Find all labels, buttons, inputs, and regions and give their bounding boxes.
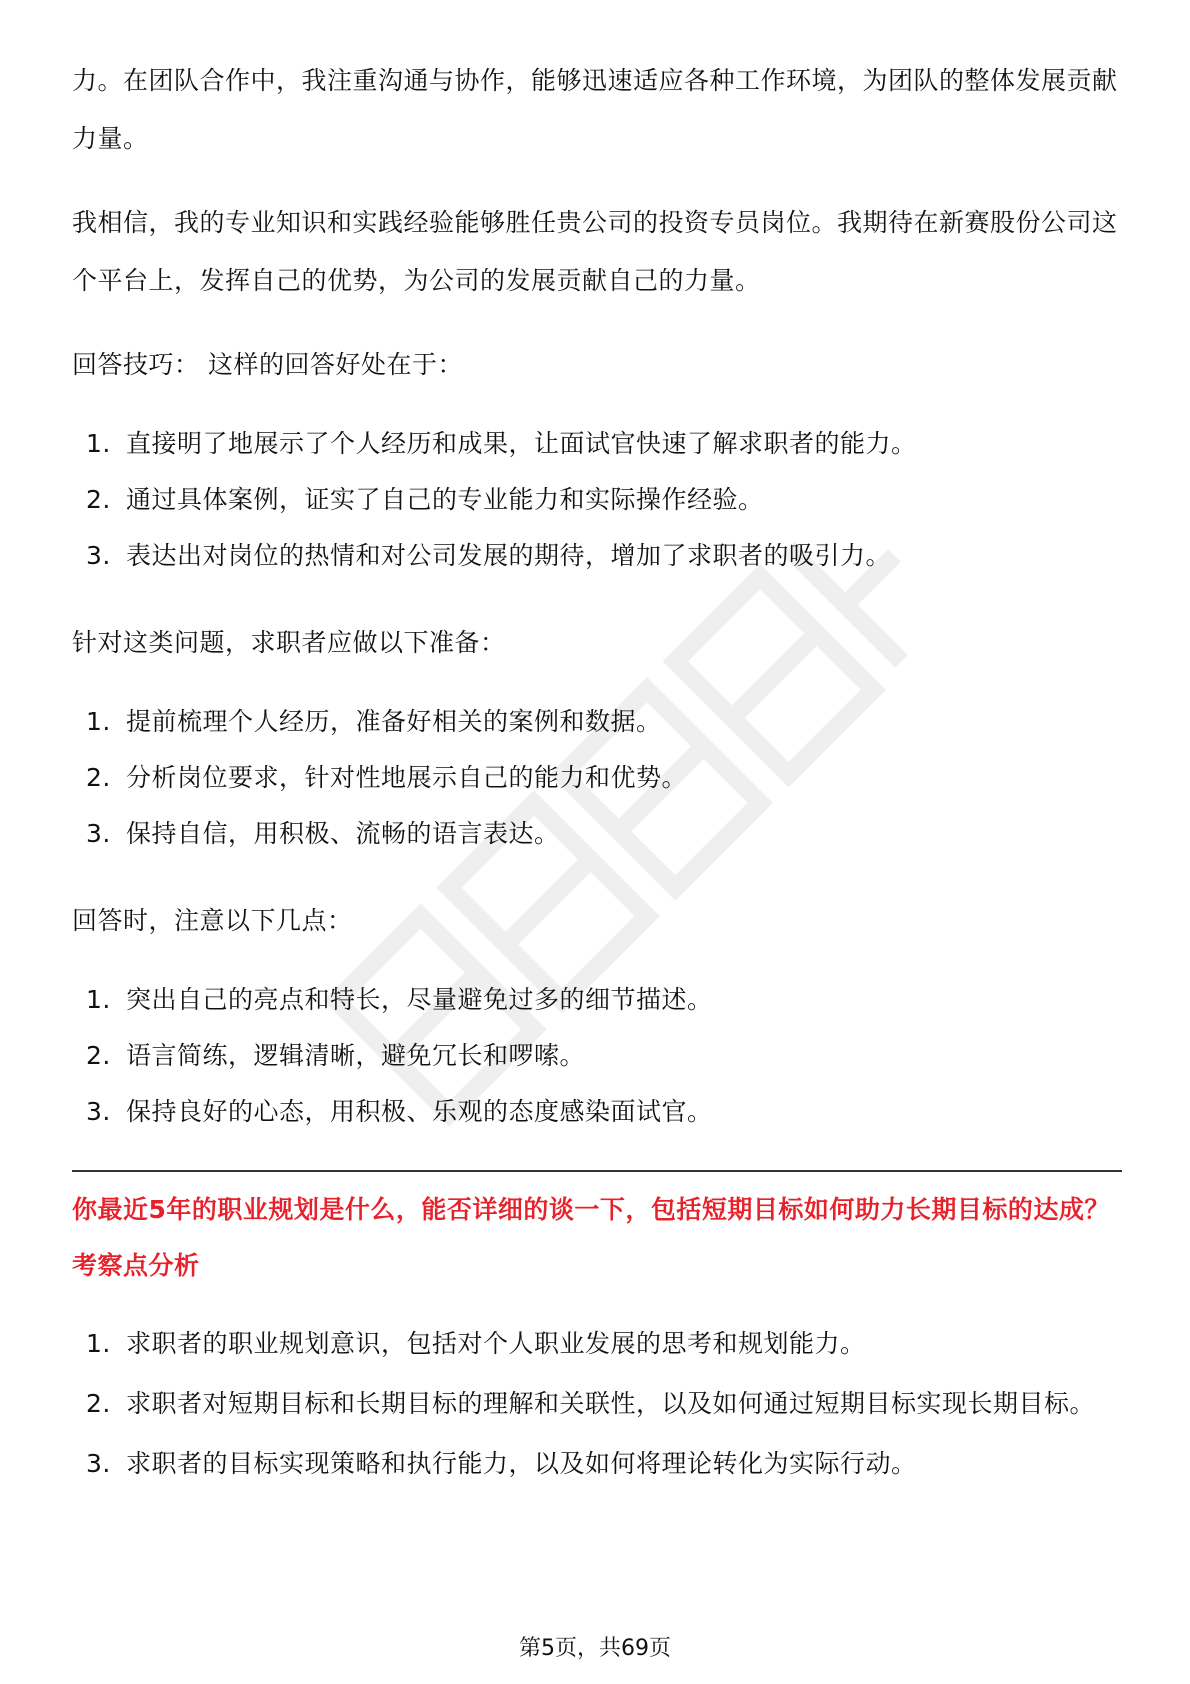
list-number: 3. [86,1449,111,1478]
list-item [72,416,1122,472]
list-number: 1. [86,985,111,1014]
notes-list [72,972,1122,1140]
list-item-text: 表达出对岗位的热情和对公司发展的期待，增加了求职者的吸引力。 [126,541,892,570]
list-item [72,1314,1122,1374]
list-item [72,1374,1122,1434]
prep-list [72,694,1122,862]
section-divider [72,1170,1122,1172]
list-item [72,750,1122,806]
analysis-list [72,1314,1122,1494]
list-number: 3. [86,1097,111,1126]
list-item [72,694,1122,750]
list-item-text: 通过具体案例，证实了自己的专业能力和实际操作经验。 [126,485,764,514]
list-item-text: 突出自己的亮点和特长，尽量避免过多的细节描述。 [126,985,713,1014]
list-item [72,806,1122,862]
list-number: 1. [86,707,111,736]
list-number: 3. [86,819,111,848]
list-item-text: 求职者的职业规划意识，包括对个人职业发展的思考和规划能力。 [126,1329,866,1358]
page-footer: 第5页，共69页 [519,1636,671,1661]
tips-heading: 回答技巧： 这样的回答好处在于： [72,350,463,379]
interview-question: 你最近5年的职业规划是什么，能否详细的谈一下，包括短期目标如何助力长期目标的达成？ [72,1195,1110,1224]
list-item-text: 求职者的目标实现策略和执行能力，以及如何将理论转化为实际行动。 [126,1449,917,1478]
list-item [72,1434,1122,1494]
notes-heading: 回答时，注意以下几点： [72,906,353,935]
list-item [72,972,1122,1028]
prep-heading: 针对这类问题，求职者应做以下准备： [72,628,506,657]
page-content [72,52,1122,1524]
list-item-text: 保持自信，用积极、流畅的语言表达。 [126,819,560,848]
list-item-text: 保持良好的心态，用积极、乐观的态度感染面试官。 [126,1097,713,1126]
list-item-text: 分析岗位要求，针对性地展示自己的能力和优势。 [126,763,688,792]
list-item-text: 语言简练，逻辑清晰，避免冗长和啰嗦。 [126,1041,586,1070]
list-number: 2. [86,1389,111,1418]
list-number: 2. [86,485,111,514]
list-item-text: 直接明了地展示了个人经历和成果，让面试官快速了解求职者的能力。 [126,429,917,458]
list-item [72,1028,1122,1084]
list-number: 2. [86,763,111,792]
list-item-text: 提前梳理个人经历，准备好相关的案例和数据。 [126,707,662,736]
list-item-text: 求职者对短期目标和长期目标的理解和关联性，以及如何通过短期目标实现长期目标。 [126,1389,1096,1418]
list-number: 2. [86,1041,111,1070]
intro-paragraph-1: 力。在团队合作中，我注重沟通与协作，能够迅速适应各种工作环境，为团队的整体发展贡献力量。 [72,66,1118,153]
list-item [72,528,1122,584]
list-item [72,472,1122,528]
list-number: 1. [86,429,111,458]
analysis-title: 考察点分析 [72,1251,200,1280]
tips-list [72,416,1122,584]
list-number: 3. [86,541,111,570]
intro-paragraph-2: 我相信，我的专业知识和实践经验能够胜任贵公司的投资专员岗位。我期待在新赛股份公司这个平台上，发挥自己的优势，为公司的发展贡献自己的力量。 [72,208,1118,295]
list-number: 1. [86,1329,111,1358]
list-item [72,1084,1122,1140]
